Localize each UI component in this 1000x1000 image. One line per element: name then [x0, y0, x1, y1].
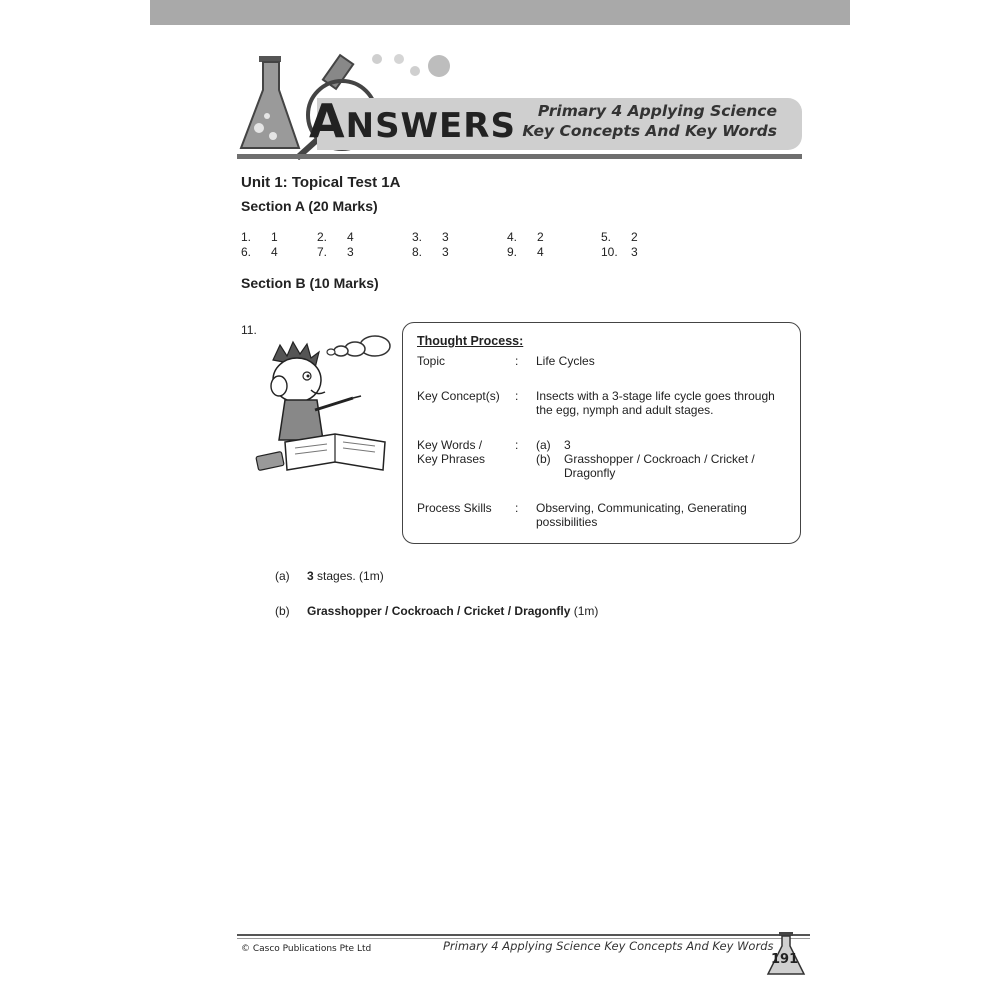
- banner-subtitle: [522, 101, 777, 141]
- answer-a-rest: stages. (1m): [313, 569, 384, 583]
- colon: :: [515, 389, 519, 403]
- mcq-value: 3: [347, 245, 354, 259]
- process-skills-value: Observing, Communicating, Generating possibilities: [536, 501, 747, 529]
- mcq-value: 3: [442, 245, 449, 259]
- mcq-answer: [507, 230, 544, 244]
- key-word-b: [536, 452, 794, 480]
- mcq-value: 4: [537, 245, 544, 259]
- thought-process-box: [402, 322, 801, 544]
- key-word-a: [536, 438, 794, 452]
- mcq-number: 4.: [507, 230, 518, 244]
- mcq-value: 4: [347, 230, 354, 244]
- top-bar: [150, 0, 850, 25]
- answer-a-text: [307, 569, 384, 583]
- mcq-value: 1: [271, 230, 278, 244]
- answers-title-initial: A: [309, 94, 346, 148]
- key-words-label-line1: Key Words /: [417, 438, 483, 452]
- mcq-value: 4: [271, 245, 278, 259]
- colon: :: [515, 354, 519, 368]
- colon: :: [515, 438, 519, 452]
- mcq-answer: [601, 245, 638, 259]
- banner-subtitle-line2: Key Concepts And Key Words: [522, 122, 777, 140]
- mcq-value: 3: [442, 230, 449, 244]
- answer-b-text: [307, 604, 598, 618]
- topic-value: Life Cycles: [536, 354, 595, 368]
- answers-title: [309, 94, 516, 148]
- topic-label: Topic: [417, 354, 446, 368]
- mcq-answer: [412, 245, 449, 259]
- process-skills-label: Process Skills: [417, 501, 492, 515]
- mcq-number: 7.: [317, 245, 328, 259]
- unit-title: Unit 1: Topical Test 1A: [241, 174, 401, 191]
- mcq-number: 3.: [412, 230, 423, 244]
- key-word-a-value: 3: [564, 438, 571, 452]
- mcq-number: 2.: [317, 230, 328, 244]
- mcq-answer: [317, 245, 354, 259]
- page-number: 191: [771, 952, 799, 967]
- answer-b-rest: (1m): [570, 604, 599, 618]
- key-words-label: [417, 438, 507, 466]
- banner-subtitle-line1: Primary 4 Applying Science: [537, 102, 777, 120]
- mcq-value: 2: [537, 230, 544, 244]
- answer-a-bold: 3: [307, 569, 314, 583]
- mcq-number: 9.: [507, 245, 518, 259]
- mcq-number: 1.: [241, 230, 252, 244]
- key-concept-value: Insects with a 3-stage life cycle goes through the egg, nymph and adult stages.: [536, 389, 775, 417]
- key-words-value: [536, 438, 794, 480]
- key-words-label-line2: Key Phrases: [417, 452, 486, 466]
- mcq-number: 5.: [601, 230, 612, 244]
- section-b-title: Section B (10 Marks): [241, 275, 379, 291]
- answer-a-label: (a): [275, 569, 290, 583]
- page-number-badge: [762, 930, 810, 978]
- thought-process-title: Thought Process:: [417, 334, 524, 348]
- mcq-number: 6.: [241, 245, 252, 259]
- key-word-a-label: (a): [536, 438, 551, 452]
- key-concept-label: Key Concept(s): [417, 389, 500, 403]
- mcq-answer: [241, 230, 278, 244]
- answer-b-label: (b): [275, 604, 290, 618]
- question-number: 11.: [241, 323, 257, 337]
- footer-book-title: Primary 4 Applying Science Key Concepts And Key Words: [443, 939, 774, 953]
- key-word-b-label: (b): [536, 452, 551, 466]
- mcq-number: 8.: [412, 245, 423, 259]
- mcq-value: 2: [631, 230, 638, 244]
- thinking-boy-illustration: [255, 330, 405, 480]
- section-a-title: Section A (20 Marks): [241, 198, 378, 214]
- mcq-answer: [412, 230, 449, 244]
- mcq-value: 3: [631, 245, 638, 259]
- key-word-b-value: Grasshopper / Cockroach / Cricket / Dragonfly: [564, 452, 755, 480]
- mcq-answer: [241, 245, 278, 259]
- answers-banner: [237, 50, 807, 160]
- mcq-number: 10.: [601, 245, 618, 259]
- banner-underline: [237, 154, 802, 159]
- footer-copyright: © Casco Publications Pte Ltd: [241, 944, 372, 954]
- bubbles-icon: [377, 50, 467, 90]
- mcq-answer: [507, 245, 544, 259]
- answer-b-bold: Grasshopper / Cockroach / Cricket / Dragonfly: [307, 604, 571, 618]
- mcq-answer: [601, 230, 638, 244]
- answers-title-rest: NSWERS: [345, 106, 516, 146]
- footer-rule: [237, 934, 810, 936]
- colon: :: [515, 501, 519, 515]
- mcq-answer: [317, 230, 354, 244]
